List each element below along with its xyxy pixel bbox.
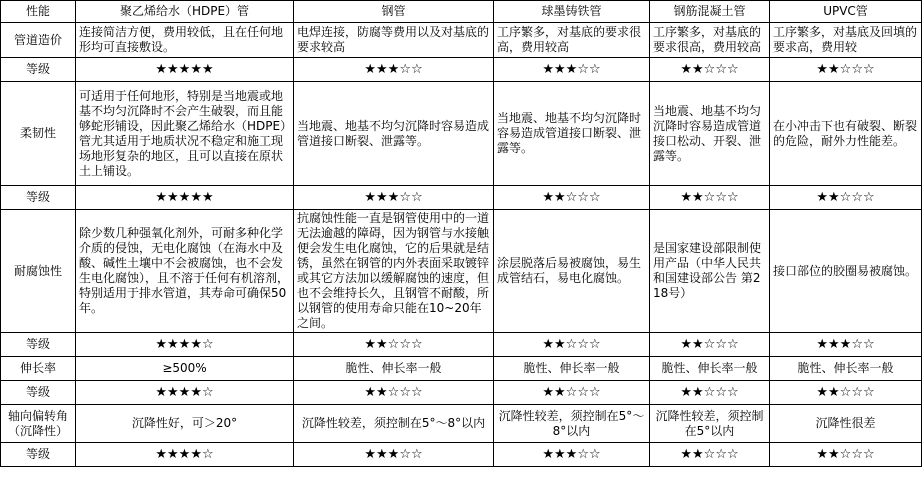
table-cell: 接口部位的胶圈易被腐蚀。 bbox=[770, 210, 922, 333]
rating-stars: ★★☆☆☆ bbox=[650, 58, 770, 82]
table-row bbox=[1, 381, 922, 405]
rating-stars: ★★★☆☆ bbox=[294, 58, 494, 82]
table-row bbox=[1, 210, 922, 333]
row-label: 等级 bbox=[1, 333, 76, 357]
header-cell-steel: 钢管 bbox=[294, 1, 494, 23]
row-label: 轴向偏转角（沉降性） bbox=[1, 405, 76, 443]
rating-stars: ★★★★★ bbox=[76, 186, 294, 210]
rating-stars: ★★★★★ bbox=[76, 58, 294, 82]
rating-stars: ★★☆☆☆ bbox=[770, 186, 922, 210]
table-cell: 工序繁多，对基底及回填的要求高，费用较 bbox=[770, 23, 922, 58]
rating-stars: ★★★★☆ bbox=[76, 443, 294, 467]
table-cell: 当地震、地基不均匀沉降时容易造成管道接口断裂、泄露等。 bbox=[294, 82, 494, 186]
table-cell: 沉降性较差，须控制在5°以内 bbox=[650, 405, 770, 443]
rating-stars: ★★☆☆☆ bbox=[494, 381, 650, 405]
table-cell: 涂层脱落后易被腐蚀，易生成管结石，易电化腐蚀。 bbox=[494, 210, 650, 333]
table-row bbox=[1, 405, 922, 443]
rating-stars: ★★☆☆☆ bbox=[494, 186, 650, 210]
table-cell: 当地震、地基不均匀沉降时容易造成管道接口断裂、泄露等。 bbox=[494, 82, 650, 186]
table-cell: 当地震、地基不均匀沉降时容易造成管道接口松动、开裂、泄露等。 bbox=[650, 82, 770, 186]
rating-stars: ★★☆☆☆ bbox=[494, 333, 650, 357]
table-row bbox=[1, 23, 922, 58]
table-cell: 抗腐蚀性能一直是钢管使用中的一道无法逾越的障碍，因为钢管与水接触便会发生电化腐蚀，它的后果就是结锈，虽然在钢管的内外表面采取镀锌或其它方法加以缓解腐蚀的速度，但也不会维持长久，且钢管不耐酸，所以钢管的使用寿命只能在10~20年之间。 bbox=[294, 210, 494, 333]
rating-stars: ★★☆☆☆ bbox=[294, 381, 494, 405]
rating-stars: ★★☆☆☆ bbox=[650, 443, 770, 467]
rating-stars: ★★☆☆☆ bbox=[650, 333, 770, 357]
rating-stars: ★★★★☆ bbox=[76, 333, 294, 357]
header-cell-hdpe: 聚乙烯给水（HDPE）管 bbox=[76, 1, 294, 23]
table-cell: 工序繁多，对基底的要求很高，费用较高 bbox=[494, 23, 650, 58]
row-label: 等级 bbox=[1, 58, 76, 82]
header-cell-ductile-iron: 球墨铸铁管 bbox=[494, 1, 650, 23]
table-row bbox=[1, 357, 922, 381]
table-cell: 脆性、伸长率一般 bbox=[770, 357, 922, 381]
table-cell: 电焊连接，防腐等费用以及对基底的要求较高 bbox=[294, 23, 494, 58]
table-cell: 脆性、伸长率一般 bbox=[650, 357, 770, 381]
row-label: 等级 bbox=[1, 186, 76, 210]
table-cell: 沉降性好，可＞20° bbox=[76, 405, 294, 443]
rating-stars: ★★☆☆☆ bbox=[294, 333, 494, 357]
header-cell-upvc: UPVC管 bbox=[770, 1, 922, 23]
table-cell: 可适用于任何地形，特别是当地震或地基不均匀沉降时不会产生破裂，而且能够蛇形铺设，因此聚乙烯给水（HDPE）管尤其适用于地质状况不稳定和施工现场地形复杂的地区，且可以直接在原状土上铺设。 bbox=[76, 82, 294, 186]
rating-stars: ★★☆☆☆ bbox=[770, 443, 922, 467]
row-label: 耐腐蚀性 bbox=[1, 210, 76, 333]
row-label: 伸长率 bbox=[1, 357, 76, 381]
table-cell: 是国家建设部限制使用产品（中华人民共和国建设部公告 第218号） bbox=[650, 210, 770, 333]
header-cell-concrete: 钢筋混凝土管 bbox=[650, 1, 770, 23]
row-label: 等级 bbox=[1, 443, 76, 467]
table-row bbox=[1, 443, 922, 467]
rating-stars: ★★★★☆ bbox=[76, 381, 294, 405]
table-cell: 沉降性较差，须控制在5°～8°以内 bbox=[494, 405, 650, 443]
row-label: 柔韧性 bbox=[1, 82, 76, 186]
table-row bbox=[1, 82, 922, 186]
rating-stars: ★★★☆☆ bbox=[494, 58, 650, 82]
table-cell: 沉降性很差 bbox=[770, 405, 922, 443]
row-label: 管道造价 bbox=[1, 23, 76, 58]
table-cell: 在小冲击下也有破裂、断裂的危险，耐外力性能差。 bbox=[770, 82, 922, 186]
rating-stars: ★★★☆☆ bbox=[770, 333, 922, 357]
header-cell-property: 性能 bbox=[1, 1, 76, 23]
table-cell: 脆性、伸长率一般 bbox=[494, 357, 650, 381]
rating-stars: ★★☆☆☆ bbox=[650, 186, 770, 210]
rating-stars: ★★★☆☆ bbox=[294, 443, 494, 467]
rating-stars: ★★☆☆☆ bbox=[770, 381, 922, 405]
table-cell: 连接简洁方便，费用较低，且在任何地形均可直接敷设。 bbox=[76, 23, 294, 58]
rating-stars: ★★★☆☆ bbox=[494, 443, 650, 467]
table-cell: 脆性、伸长率一般 bbox=[294, 357, 494, 381]
table-row bbox=[1, 333, 922, 357]
table-cell: 沉降性较差，须控制在5°～8°以内 bbox=[294, 405, 494, 443]
table-row bbox=[1, 186, 922, 210]
row-label: 等级 bbox=[1, 381, 76, 405]
table-cell: ≥500% bbox=[76, 357, 294, 381]
rating-stars: ★★☆☆☆ bbox=[650, 381, 770, 405]
table-row bbox=[1, 58, 922, 82]
rating-stars: ★★★☆☆ bbox=[294, 186, 494, 210]
header-row bbox=[1, 1, 922, 23]
rating-stars: ★★☆☆☆ bbox=[770, 58, 922, 82]
table-cell: 除少数几种强氧化剂外，可耐多种化学介质的侵蚀，无电化腐蚀（在海水中及酸、碱性土壤中不会被腐蚀，也不会发生电化腐蚀），且不溶于任何有机溶剂，特别适用于排水管道，其寿命可确保50年。 bbox=[76, 210, 294, 333]
table-cell: 工序繁多，对基底的要求很高，费用较高 bbox=[650, 23, 770, 58]
